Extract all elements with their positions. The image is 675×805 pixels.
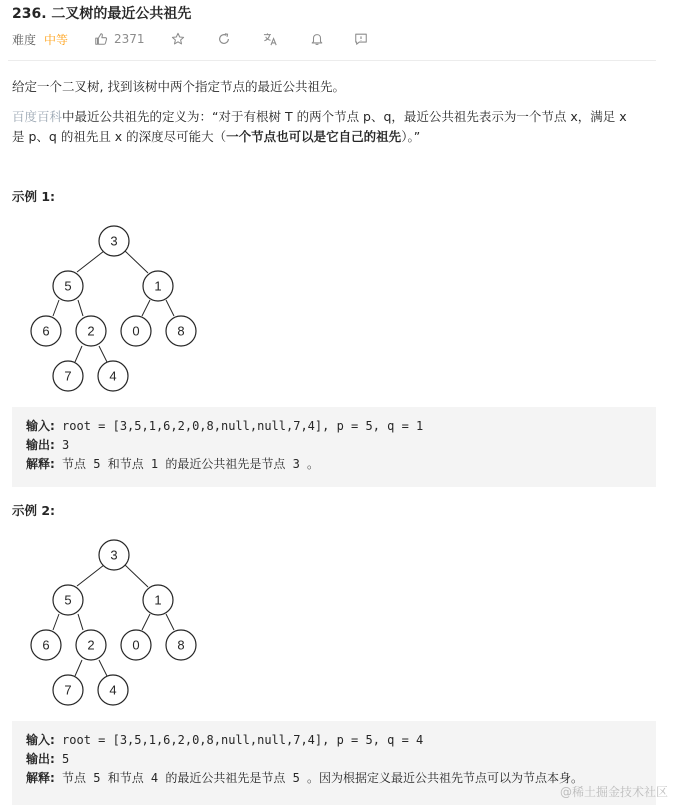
tree-node-label: 5 — [64, 592, 72, 608]
definition-text: 中最近公共祖先的定义为：“对于有根树 T 的两个节点 p、q，最近公共祖先表示为一个节点 x，满足 x — [62, 109, 627, 124]
tree-node-label: 4 — [109, 368, 117, 384]
share-button[interactable] — [217, 32, 231, 46]
example-1-tree-diagram — [0, 222, 230, 397]
tree-node-label: 8 — [177, 323, 185, 339]
explain-label: 解释: — [26, 771, 55, 785]
tree-edge — [166, 300, 174, 316]
tree-node-label: 5 — [64, 278, 72, 294]
tree-edge — [99, 660, 107, 676]
explain-value: 节点 5 和节点 4 的最近公共祖先是节点 5 。因为根据定义最近公共祖先节点可以为节点本身。 — [54, 771, 584, 785]
tree-node-label: 0 — [132, 637, 140, 653]
input-value: root = [3,5,1,6,2,0,8,null,null,7,4], p = 5, q = 1 — [54, 419, 424, 433]
tree-edge — [99, 346, 107, 362]
tree-node-label: 3 — [110, 233, 118, 249]
problem-title: 236. 二叉树的最近公共祖先 — [12, 6, 192, 22]
input-value: root = [3,5,1,6,2,0,8,null,null,7,4], p = 5, q = 4 — [54, 733, 424, 747]
input-label: 输入: — [26, 419, 55, 433]
output-label: 输出: — [26, 438, 55, 452]
tree-edge — [75, 660, 82, 676]
output-value: 3 — [54, 438, 70, 452]
example-1-output-line — [26, 436, 656, 455]
tree-edge — [78, 300, 83, 316]
translate-button[interactable] — [263, 32, 278, 46]
output-label: 输出: — [26, 752, 55, 766]
tree-edge — [77, 565, 104, 586]
definition-text-2: 是 p、q 的祖先且 x 的深度尽可能大（ — [12, 129, 227, 144]
difficulty-badge: 中等 — [44, 32, 69, 47]
tree-node-label: 2 — [87, 637, 95, 653]
header-divider — [8, 60, 656, 61]
tree-edge — [125, 565, 148, 587]
example-2-output-line — [26, 750, 656, 769]
tree-edge — [75, 346, 82, 362]
tree-edge — [53, 614, 59, 630]
example-1-code-block — [12, 407, 656, 487]
feedback-button[interactable] — [354, 32, 368, 46]
tree-edge — [142, 614, 150, 630]
problem-meta-bar — [12, 31, 368, 47]
tree-node-label: 6 — [42, 637, 50, 653]
definition-emphasis: 一个节点也可以是它自己的祖先 — [226, 129, 402, 144]
share-icon — [217, 32, 231, 46]
like-count: 2371 — [114, 32, 145, 46]
tree-node-label: 0 — [132, 323, 140, 339]
tree-edge — [125, 251, 148, 273]
like-button[interactable] — [94, 32, 145, 46]
tree-node-label: 1 — [154, 592, 162, 608]
input-label: 输入: — [26, 733, 55, 747]
tree-node-label: 6 — [42, 323, 50, 339]
subscribe-button[interactable] — [310, 32, 324, 46]
definition-text-3: ）。” — [401, 129, 421, 144]
explain-value: 节点 5 和节点 1 的最近公共祖先是节点 3 。 — [54, 457, 320, 471]
description-definition — [12, 107, 662, 147]
output-value: 5 — [54, 752, 70, 766]
tree-edge — [166, 614, 174, 630]
example-1-explain-line — [26, 455, 656, 474]
tree-edge — [77, 251, 104, 272]
example-1-title: 示例 1: — [12, 189, 56, 204]
tree-node-label: 8 — [177, 637, 185, 653]
tree-edge — [78, 614, 83, 630]
difficulty-label: 难度 — [12, 32, 37, 47]
thumb-up-icon — [94, 32, 108, 46]
tree-edge — [53, 300, 59, 316]
example-2-title: 示例 2: — [12, 503, 56, 518]
tree-node-label: 4 — [109, 682, 117, 698]
baidu-baike-link[interactable]: 百度百科 — [12, 109, 63, 124]
example-2-input-line — [26, 731, 656, 750]
description-intro: 给定一个二叉树, 找到该树中两个指定节点的最近公共祖先。 — [12, 79, 345, 94]
watermark: @稀土掘金技术社区 — [559, 785, 668, 799]
bell-icon — [310, 32, 324, 46]
tree-node-label: 7 — [64, 368, 72, 384]
tree-edge — [142, 300, 150, 316]
example-2-tree-diagram — [0, 536, 230, 711]
translate-icon — [263, 32, 278, 46]
feedback-icon — [354, 32, 368, 46]
tree-node-label: 3 — [110, 547, 118, 563]
favorite-button[interactable] — [171, 32, 185, 46]
example-1-input-line — [26, 417, 656, 436]
tree-node-label: 1 — [154, 278, 162, 294]
star-icon — [171, 32, 185, 46]
tree-node-label: 7 — [64, 682, 72, 698]
tree-node-label: 2 — [87, 323, 95, 339]
explain-label: 解释: — [26, 457, 55, 471]
